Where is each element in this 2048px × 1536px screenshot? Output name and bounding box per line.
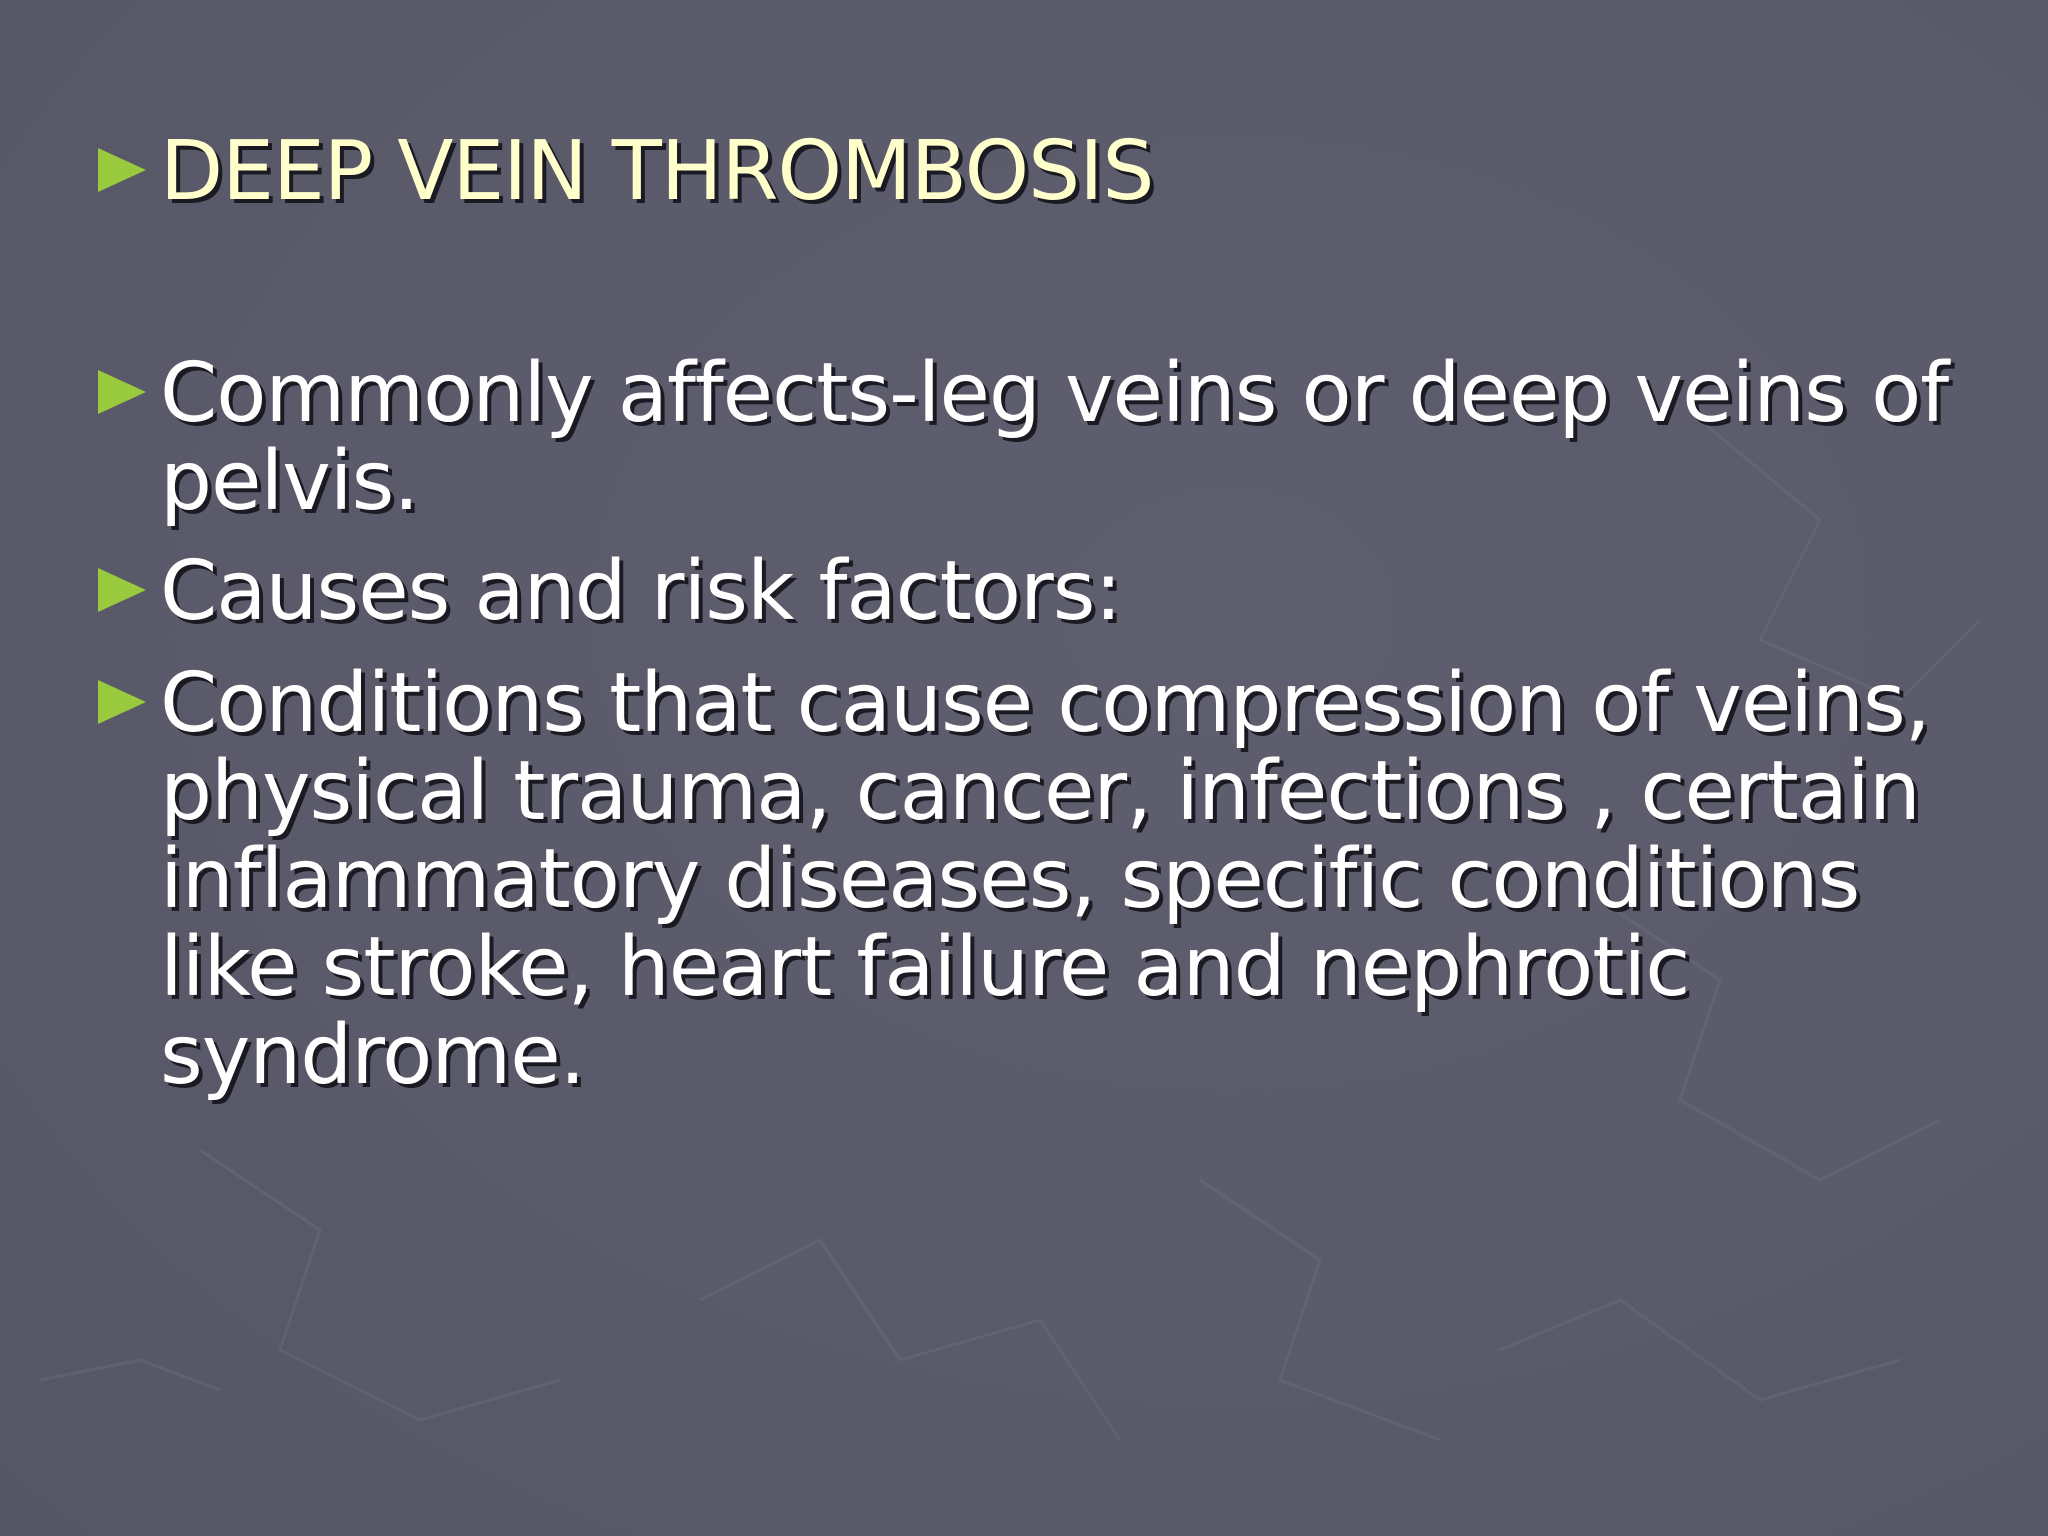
bullet-text-causes: Causes and risk factors: xyxy=(160,544,1122,639)
bullet-item-conditions xyxy=(96,656,1996,1103)
slide-title: DEEP VEIN THROMBOSIS xyxy=(160,124,1154,219)
bullet-text-conditions: Conditions that cause compression of veins, physical trauma, cancer, infections , certain inflammatory diseases, specific conditions like stroke, heart failure and nephrotic syndrome. xyxy=(160,656,1930,1103)
triangle-right-icon xyxy=(96,366,160,418)
bullet-item-title xyxy=(96,124,1996,219)
bullet-item-causes xyxy=(96,544,1996,639)
triangle-right-icon xyxy=(96,144,160,196)
triangle-right-icon xyxy=(96,564,160,616)
bullet-item-affects xyxy=(96,346,1996,529)
bullet-text-affects: Commonly affects-leg veins or deep veins of pelvis. xyxy=(160,346,1949,529)
triangle-right-icon xyxy=(96,676,160,728)
